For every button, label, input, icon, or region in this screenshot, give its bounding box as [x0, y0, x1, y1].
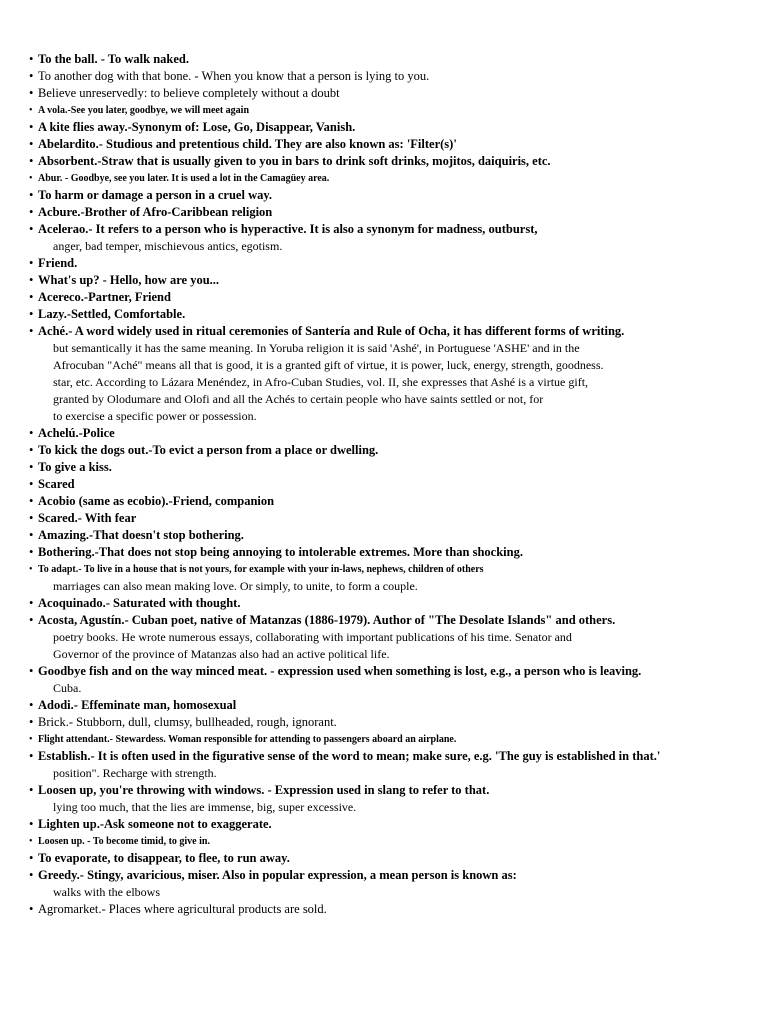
entry-continuation: walks with the elbows	[53, 885, 160, 899]
glossary-entry	[29, 425, 749, 442]
bullet-icon: •	[29, 528, 34, 542]
entry-line	[29, 170, 749, 187]
entry-line	[29, 119, 749, 136]
entry-text: Establish.- It is often used in the figurative sense of the word to mean; make sure, e.g. 'The guy is established in that.'	[38, 749, 661, 763]
glossary-entry	[29, 867, 749, 901]
entry-text: Lazy.-Settled, Comfortable.	[38, 307, 186, 321]
bullet-icon: •	[29, 69, 34, 83]
entry-continuation: to exercise a specific power or possession.	[53, 409, 257, 423]
entry-continuation: Governor of the province of Matanzas also had an active political life.	[53, 647, 390, 661]
entry-text: Adodi.- Effeminate man, homosexual	[38, 698, 237, 712]
entry-line	[29, 901, 749, 918]
entry-line	[29, 323, 749, 340]
glossary-entry	[29, 493, 749, 510]
glossary-entry	[29, 289, 749, 306]
entry-text: Loosen up. - To become timid, to give in.	[38, 836, 210, 847]
glossary-entry	[29, 544, 749, 561]
entry-line	[29, 476, 749, 493]
bullet-icon: •	[29, 256, 34, 270]
bullet-icon: •	[29, 205, 34, 219]
entry-text: Greedy.- Stingy, avaricious, miser. Also in popular expression, a mean person is known as:	[38, 868, 517, 882]
bullet-icon: •	[29, 86, 34, 100]
glossary-entry	[29, 85, 749, 102]
glossary-entry	[29, 748, 749, 782]
bullet-icon: •	[29, 868, 34, 882]
glossary-entry	[29, 306, 749, 323]
bullet-icon: •	[29, 545, 34, 559]
entry-text: Acoquinado.- Saturated with thought.	[38, 596, 241, 610]
entry-line	[29, 833, 749, 850]
entry-continuation: but semantically it has the same meaning. In Yoruba religion it is said 'Ashé', in Portuguese 'ASHE' and in the	[53, 341, 580, 355]
bullet-icon: •	[29, 120, 34, 134]
glossary-entry	[29, 697, 749, 714]
entry-text: Believe unreservedly: to believe completely without a doubt	[38, 86, 340, 100]
bullet-icon: •	[29, 851, 34, 865]
entry-line	[29, 493, 749, 510]
entry-text: Acbure.-Brother of Afro-Caribbean religion	[38, 205, 273, 219]
bullet-icon: •	[29, 273, 34, 287]
glossary-entry	[29, 850, 749, 867]
entry-text: Loosen up, you're throwing with windows. - Expression used in slang to refer to that.	[38, 783, 490, 797]
glossary-entry	[29, 816, 749, 833]
glossary-entry	[29, 663, 749, 697]
entry-line	[29, 510, 749, 527]
glossary-entry	[29, 102, 749, 119]
glossary-entry	[29, 782, 749, 816]
entry-text: Acelerao.- It refers to a person who is hyperactive. It is also a synonym for madness, outburst,	[38, 222, 538, 236]
glossary-entry	[29, 221, 749, 255]
glossary-entry	[29, 527, 749, 544]
bullet-icon: •	[29, 426, 34, 440]
glossary-entry	[29, 833, 749, 850]
glossary-entry	[29, 714, 749, 731]
bullet-icon: •	[29, 596, 34, 610]
entry-continuation: marriages can also mean making love. Or simply, to unite, to form a couple.	[53, 579, 418, 593]
bullet-icon: •	[29, 443, 34, 457]
entry-line	[29, 68, 749, 85]
entry-line	[29, 782, 749, 799]
bullet-icon: •	[29, 749, 34, 763]
entry-line	[29, 527, 749, 544]
entry-line	[29, 561, 749, 578]
glossary-entry	[29, 459, 749, 476]
entry-line	[29, 272, 749, 289]
entry-continuation: lying too much, that the lies are immense, big, super excessive.	[53, 800, 357, 814]
glossary-entry	[29, 136, 749, 153]
entry-line	[29, 714, 749, 731]
entry-text: A kite flies away.-Synonym of: Lose, Go, Disappear, Vanish.	[38, 120, 356, 134]
entry-line	[29, 102, 749, 119]
entry-text: Scared.- With fear	[38, 511, 137, 525]
entry-line	[29, 663, 749, 680]
entry-continuation: star, etc. According to Lázara Menéndez, in Afro-Cuban Studies, vol. II, she expresses that Ashé is a virtue gift,	[53, 375, 589, 389]
bullet-icon: •	[29, 105, 33, 116]
glossary-entry	[29, 204, 749, 221]
entry-text: To harm or damage a person in a cruel way.	[38, 188, 273, 202]
bullet-icon: •	[29, 137, 34, 151]
bullet-icon: •	[29, 173, 33, 184]
glossary-entry	[29, 595, 749, 612]
entry-text: Acobio (same as ecobio).-Friend, companion	[38, 494, 275, 508]
glossary-entry	[29, 476, 749, 493]
entry-continuation: granted by Olodumare and Olofi and all the Achés to certain people who have saints settled or not, for	[53, 392, 544, 406]
bullet-icon: •	[29, 52, 34, 66]
entry-line	[29, 51, 749, 68]
entry-line	[29, 595, 749, 612]
entry-text: Flight attendant.- Stewardess. Woman responsible for attending to passengers aboard an airplane.	[38, 734, 457, 745]
glossary-entry	[29, 272, 749, 289]
entry-line	[29, 187, 749, 204]
entry-line	[29, 459, 749, 476]
glossary-entry	[29, 68, 749, 85]
bullet-icon: •	[29, 188, 34, 202]
entry-text: Abelardito.- Studious and pretentious child. They are also known as: 'Filter(s)'	[38, 137, 457, 151]
entry-text: To adapt.- To live in a house that is not yours, for example with your in-laws, nephews, children of others	[38, 564, 484, 575]
bullet-icon: •	[29, 664, 34, 678]
entry-line	[29, 85, 749, 102]
entry-text: To the ball. - To walk naked.	[38, 52, 189, 66]
entry-text: Lighten up.-Ask someone not to exaggerate.	[38, 817, 272, 831]
entry-line	[29, 442, 749, 459]
entry-line	[29, 816, 749, 833]
glossary-entry	[29, 901, 749, 918]
bullet-icon: •	[29, 494, 34, 508]
entry-line	[29, 425, 749, 442]
entry-line	[29, 544, 749, 561]
entry-text: Friend.	[38, 256, 78, 270]
entry-line	[29, 748, 749, 765]
entry-text: To kick the dogs out.-To evict a person from a place or dwelling.	[38, 443, 379, 457]
bullet-icon: •	[29, 564, 33, 575]
entry-text: Agromarket.- Places where agricultural products are sold.	[38, 902, 327, 916]
entry-line	[29, 697, 749, 714]
entry-text: Amazing.-That doesn't stop bothering.	[38, 528, 244, 542]
bullet-icon: •	[29, 511, 34, 525]
bullet-icon: •	[29, 324, 34, 338]
entry-line	[29, 612, 749, 629]
glossary-entry	[29, 442, 749, 459]
glossary-entry	[29, 153, 749, 170]
bullet-icon: •	[29, 477, 34, 491]
entry-text: To give a kiss.	[38, 460, 112, 474]
glossary-entry	[29, 51, 749, 68]
entry-text: Brick.- Stubborn, dull, clumsy, bullheaded, rough, ignorant.	[38, 715, 337, 729]
glossary-entry	[29, 187, 749, 204]
bullet-icon: •	[29, 222, 34, 236]
entry-text: Bothering.-That does not stop being annoying to intolerable extremes. More than shocking.	[38, 545, 523, 559]
bullet-icon: •	[29, 734, 33, 745]
entry-text: Absorbent.-Straw that is usually given to you in bars to drink soft drinks, mojitos, daiquiris, etc.	[38, 154, 551, 168]
entry-continuation: anger, bad temper, mischievous antics, egotism.	[53, 239, 283, 253]
bullet-icon: •	[29, 307, 34, 321]
bullet-icon: •	[29, 613, 34, 627]
glossary-entry	[29, 731, 749, 748]
entry-line	[29, 136, 749, 153]
glossary-entry	[29, 170, 749, 187]
entry-text: To evaporate, to disappear, to flee, to run away.	[38, 851, 290, 865]
entry-continuation: Afrocuban "Aché" means all that is good, it is a granted gift of virtue, it is power, luck, energy, strength, goodness.	[53, 358, 604, 372]
entry-text: What's up? - Hello, how are you...	[38, 273, 220, 287]
entry-line	[29, 731, 749, 748]
entry-line	[29, 850, 749, 867]
entry-line	[29, 289, 749, 306]
bullet-icon: •	[29, 460, 34, 474]
entry-line	[29, 306, 749, 323]
bullet-icon: •	[29, 817, 34, 831]
entry-continuation: Cuba.	[53, 681, 82, 695]
entry-text: Achelú.-Police	[38, 426, 115, 440]
bullet-icon: •	[29, 154, 34, 168]
entry-continuation: position". Recharge with strength.	[53, 766, 217, 780]
glossary-entry	[29, 119, 749, 136]
entry-text: Abur. - Goodbye, see you later. It is used a lot in the Camagüey area.	[38, 173, 330, 184]
entry-line	[29, 867, 749, 884]
entry-text: Acosta, Agustín.- Cuban poet, native of Matanzas (1886-1979). Author of "The Desolate Islands" and others.	[38, 613, 616, 627]
glossary-entry	[29, 612, 749, 663]
glossary-entry	[29, 323, 749, 425]
entry-continuation: poetry books. He wrote numerous essays, collaborating with important publications of his time. Senator and	[53, 630, 572, 644]
entry-text: Goodbye fish and on the way minced meat. - expression used when something is lost, e.g., a person who is leaving.	[38, 664, 642, 678]
bullet-icon: •	[29, 902, 34, 916]
entry-line	[29, 204, 749, 221]
glossary-entry	[29, 561, 749, 595]
entry-text: Scared	[38, 477, 75, 491]
entry-text: Aché.- A word widely used in ritual ceremonies of Santería and Rule of Ocha, it has different forms of writing.	[38, 324, 625, 338]
entry-line	[29, 153, 749, 170]
bullet-icon: •	[29, 290, 34, 304]
glossary-entry	[29, 255, 749, 272]
entry-line	[29, 255, 749, 272]
entry-line	[29, 221, 749, 238]
bullet-icon: •	[29, 698, 34, 712]
bullet-icon: •	[29, 836, 33, 847]
entry-text: Acereco.-Partner, Friend	[38, 290, 171, 304]
entry-text: To another dog with that bone. - When you know that a person is lying to you.	[38, 69, 430, 83]
bullet-icon: •	[29, 783, 34, 797]
entry-text: A vola.-See you later, goodbye, we will meet again	[38, 105, 250, 116]
bullet-icon: •	[29, 715, 34, 729]
glossary-entry	[29, 510, 749, 527]
glossary-list	[29, 51, 749, 918]
